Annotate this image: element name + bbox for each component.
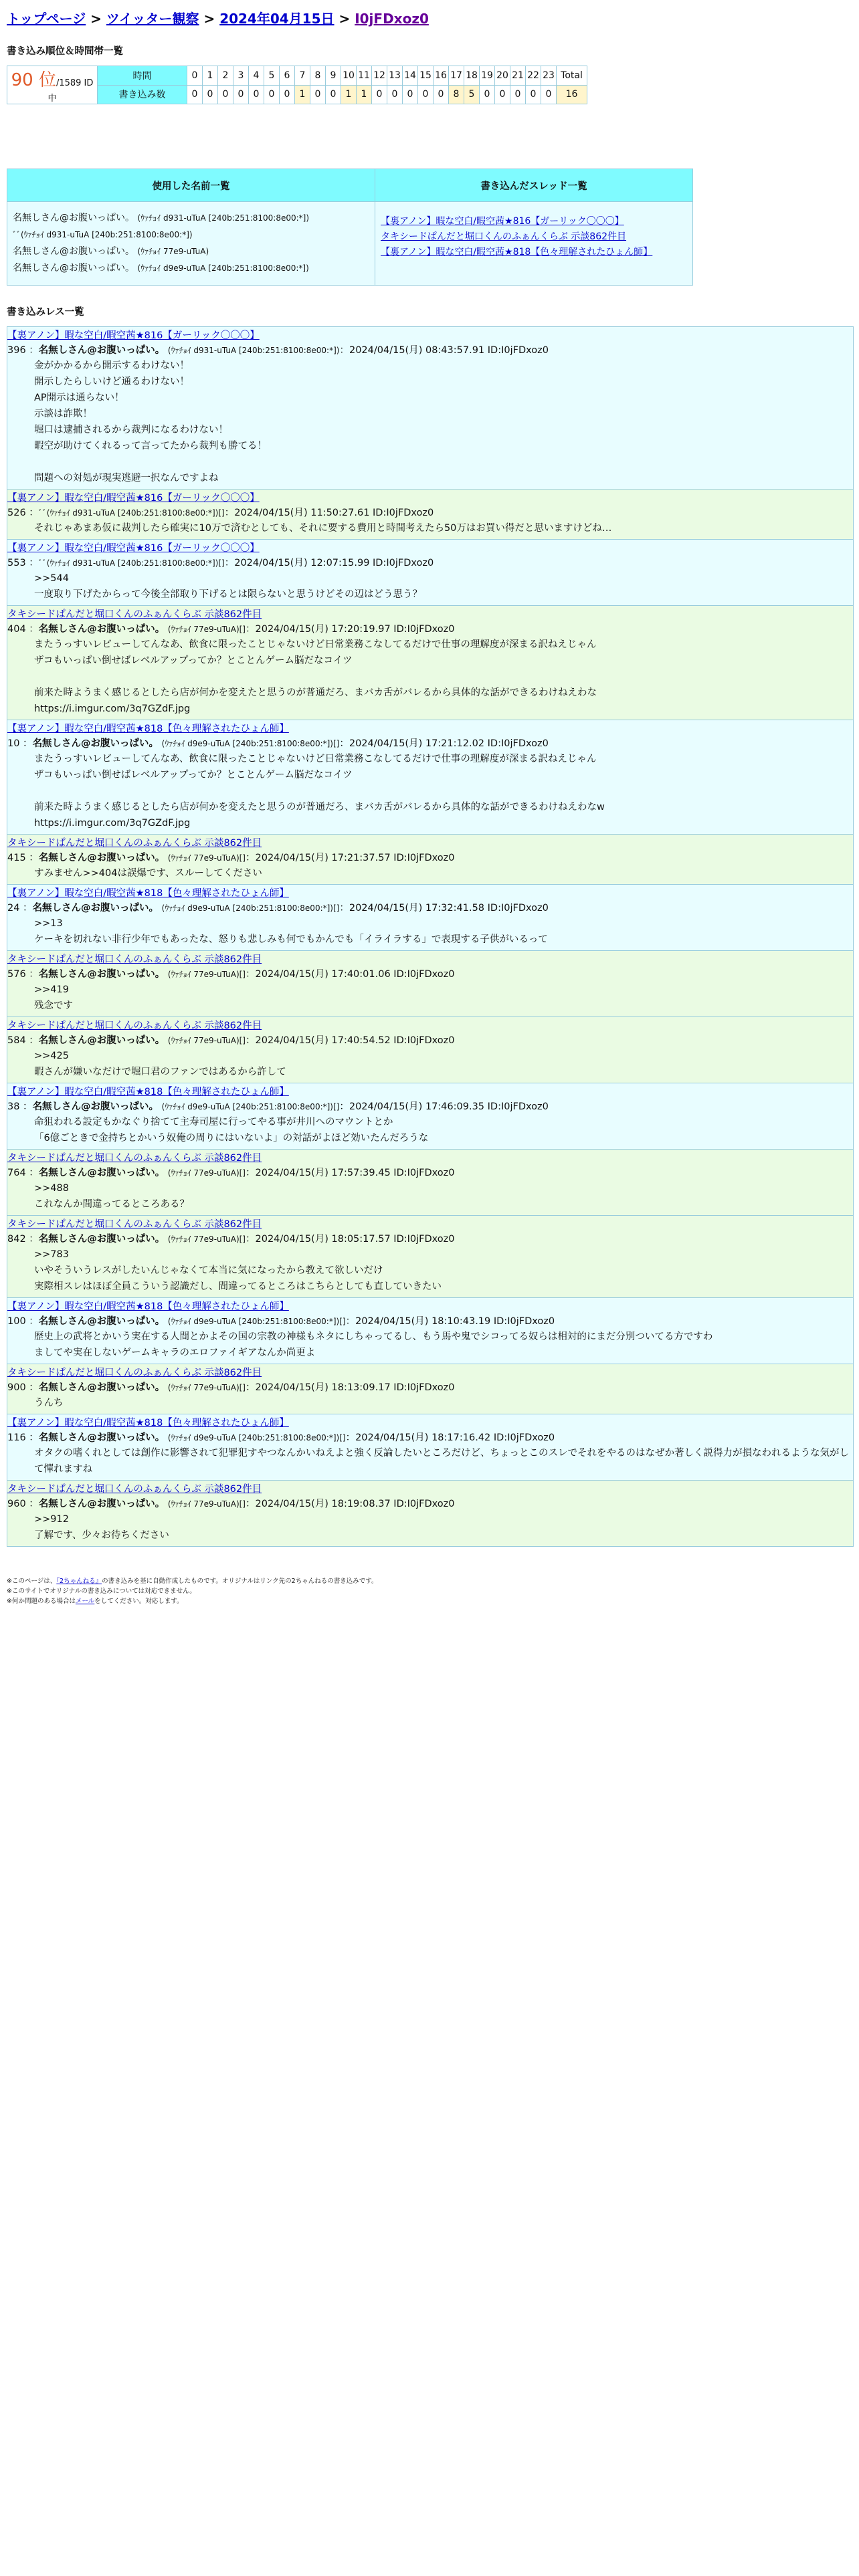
post-thread-link[interactable]: 【裏アノン】暇な空白/暇空茜★816【ガーリック〇〇〇】 xyxy=(7,493,260,504)
post-thread xyxy=(7,722,853,736)
post-header: 415 ：名無しさん@お腹いっぱい。 (ｳｧﾁｮｲ 77e9-uTuA)[]：2024/04/15(月) 17:21:37.57 ID:I0jFDxoz0 xyxy=(7,853,455,863)
footer-line-2: ※このサイトでオリジナルの書き込みについては対応できません。 xyxy=(7,1588,196,1595)
post-meta: ：2024/04/15(月) 11:50:27.61 ID:I0jFDxoz0 xyxy=(224,508,434,518)
hour-count: 0 xyxy=(203,85,218,104)
post-number: 842 xyxy=(7,1234,26,1245)
post-thread xyxy=(7,1416,853,1430)
post-number: 553 xyxy=(7,558,26,568)
post-number: 960 xyxy=(7,1499,26,1509)
post-trip: (ｳｧﾁｮｲ d9e9-uTuA [240b:251:8100:8e00:*])[] xyxy=(167,1433,346,1442)
post xyxy=(7,540,853,606)
hour-count: 1 xyxy=(295,85,310,104)
post-thread-link[interactable]: タキシードぱんだと堀口くんのふぁんくらぶ 示談862件目 xyxy=(7,1368,262,1378)
post-anchor[interactable]: >>912 xyxy=(34,1514,69,1525)
hour-count: 0 xyxy=(403,85,418,104)
post-number: 10 xyxy=(7,738,20,749)
hour-header: 22 xyxy=(526,66,541,86)
post-meta: ：2024/04/15(月) 18:13:09.17 ID:I0jFDxoz0 xyxy=(246,1382,455,1393)
post-thread xyxy=(7,491,853,506)
post-line: これなんか間違ってるところある？ xyxy=(34,1199,189,1210)
post-number: 900 xyxy=(7,1382,26,1393)
post-meta: ：2024/04/15(月) 18:17:16.42 ID:I0jFDxoz0 xyxy=(345,1432,555,1443)
post-body xyxy=(7,916,853,948)
post-body xyxy=(7,1180,853,1212)
hour-count: 0 xyxy=(280,85,295,104)
hour-header: 12 xyxy=(372,66,387,86)
hour-header: 19 xyxy=(480,66,495,86)
post-line: それじゃあまあ仮に裁判したら確実に10万で済むとしても、それに要する費用と時間考えたら50万はお買い得だと思いますけどね… xyxy=(34,523,612,534)
thread-entry xyxy=(381,214,687,229)
hour-count: 0 xyxy=(510,85,526,104)
post-line: 一度取り下げたからって今後全部取り下げるとは限らないと思うけどその辺はどう思う？ xyxy=(34,589,422,600)
poster-name: 名無しさん@お腹いっぱい。 xyxy=(13,246,134,257)
post xyxy=(7,490,853,540)
post-number: 576 xyxy=(7,969,26,980)
post xyxy=(7,885,853,951)
post-body xyxy=(7,1511,853,1543)
post xyxy=(7,1414,853,1481)
hour-count: 0 xyxy=(526,85,541,104)
threads-list xyxy=(375,202,693,286)
post xyxy=(7,1150,853,1216)
rank-heading: 書き込み順位＆時間帯一覧 xyxy=(7,46,123,57)
post-meta: ：2024/04/15(月) 18:05:17.57 ID:I0jFDxoz0 xyxy=(246,1234,455,1245)
names-column-header: 使用した名前一覧 xyxy=(7,169,375,202)
post-thread-link[interactable]: 【裏アノン】暇な空白/暇空茜★816【ガーリック〇〇〇】 xyxy=(7,543,260,554)
post-line xyxy=(34,669,853,685)
post xyxy=(7,1298,853,1364)
hour-count: 1 xyxy=(357,85,372,104)
post-body xyxy=(7,1048,853,1080)
hour-header: 11 xyxy=(357,66,372,86)
count-total: 16 xyxy=(557,85,587,104)
hour-count: 5 xyxy=(464,85,480,104)
hour-header: 0 xyxy=(187,66,203,86)
post xyxy=(7,835,853,885)
hour-count: 0 xyxy=(541,85,557,104)
post-meta: ：2024/04/15(月) 17:21:12.02 ID:I0jFDxoz0 xyxy=(339,738,549,749)
hour-header: 6 xyxy=(280,66,295,86)
post-thread xyxy=(7,1085,853,1099)
post-meta: ：2024/04/15(月) 17:46:09.35 ID:I0jFDxoz0 xyxy=(339,1101,549,1112)
hour-count: 0 xyxy=(326,85,341,104)
post xyxy=(7,951,853,1017)
thread-link[interactable]: タキシードぱんだと堀口くんのふぁんくらぶ 示談862件目 xyxy=(381,231,627,242)
post-thread xyxy=(7,836,853,851)
footer-line-1 xyxy=(7,1576,852,1586)
post-line: 暇空が助けてくれるって言ってたから裁判も勝てる！ xyxy=(34,441,267,451)
footer-mail-link[interactable]: メール xyxy=(75,1598,95,1605)
post-header: 576 ：名無しさん@お腹いっぱい。 (ｳｧﾁｮｲ 77e9-uTuA)[]：2024/04/15(月) 17:40:01.06 ID:I0jFDxoz0 xyxy=(7,969,455,980)
post-number: 526 xyxy=(7,508,26,518)
post-header: 10 ：名無しさん@お腹いっぱい。 (ｳｧﾁｮｲ d9e9-uTuA [240b:251:8100:8e00:*])[]：2024/04/15(月) 17:21:12.02 ID:I0jFDxoz0 xyxy=(7,738,549,749)
post-meta: ：2024/04/15(月) 17:32:41.58 ID:I0jFDxoz0 xyxy=(339,903,549,914)
post-header: 396 ：名無しさん@お腹いっぱい。 (ｳｧﾁｮｲ d931-uTuA [240b:251:8100:8e00:*])：2024/04/15(月) 08:43:57.91 ID:I0jFDxoz0 xyxy=(7,345,549,356)
post-trip: ﾞﾞ(ｳｧﾁｮｲ d931-uTuA [240b:251:8100:8e00:*])[] xyxy=(38,558,225,568)
post-body xyxy=(7,1445,853,1477)
post-line: うんち xyxy=(34,1398,64,1408)
thread-entry xyxy=(381,245,687,260)
post-trip: (ｳｧﾁｮｲ d9e9-uTuA [240b:251:8100:8e00:*])[] xyxy=(161,1102,340,1111)
post-header: 553 ：ﾞﾞ(ｳｧﾁｮｲ d931-uTuA [240b:251:8100:8e00:*])[]：2024/04/15(月) 12:07:15.99 ID:I0jFDxoz0 xyxy=(7,558,434,568)
hour-count: 1 xyxy=(341,85,357,104)
post-url[interactable]: https://i.imgur.com/3q7GZdF.jpg xyxy=(34,704,191,714)
post-body xyxy=(7,751,853,831)
post-body xyxy=(7,358,853,486)
post-line: いやそういうレスがしたいんじゃなくて本当に気になったから教えて欲しいだけ xyxy=(34,1265,383,1276)
post-name: 名無しさん@お腹いっぱい。 xyxy=(32,738,159,749)
post-thread-link[interactable]: タキシードぱんだと堀口くんのふぁんくらぶ 示談862件目 xyxy=(7,1021,262,1031)
post-line: 了解です、少々お待ちください xyxy=(34,1530,169,1541)
post-number: 100 xyxy=(7,1316,26,1327)
hour-total-header: Total xyxy=(557,66,587,86)
post-body xyxy=(7,1395,853,1411)
post-line xyxy=(34,454,853,470)
post-name: 名無しさん@お腹いっぱい。 xyxy=(38,624,165,635)
post-thread xyxy=(7,607,853,622)
post-name: 名無しさん@お腹いっぱい。 xyxy=(38,853,165,863)
hour-header: 13 xyxy=(387,66,403,86)
hour-header: 7 xyxy=(295,66,310,86)
name-entry xyxy=(13,227,369,243)
post-anchor[interactable]: >>425 xyxy=(34,1051,69,1061)
hour-header: 16 xyxy=(434,66,449,86)
post-meta: ：2024/04/15(月) 17:40:54.52 ID:I0jFDxoz0 xyxy=(246,1035,455,1046)
footer-text: の書き込みを基に自動作成したものです。オリジナルはリンク先の2ちゃんねるの書き込みです。 xyxy=(102,1578,378,1585)
footer-notes xyxy=(7,1576,852,1606)
breadcrumb-id-link[interactable]: I0jFDxoz0 xyxy=(355,11,429,27)
post-trip: (ｳｧﾁｮｲ 77e9-uTuA)[] xyxy=(167,853,246,863)
post-number: 116 xyxy=(7,1432,26,1443)
post-number: 415 xyxy=(7,853,26,863)
post-line: オタクの嗜くれとしては創作に影響されて犯罪犯すやつなんかいねえよと強く反論したいところだけど、ちょっとこのスレでそれをやるのはなぜか著しく説得力が損なわれるような気がして憚れますね xyxy=(34,1448,849,1475)
post-line: 示談は詐欺！ xyxy=(34,409,92,419)
post-thread-link[interactable]: 【裏アノン】暇な空白/暇空茜★818【色々理解されたひょん師】 xyxy=(7,1301,289,1312)
rank-value: 90 位 xyxy=(11,70,56,90)
post-line: 前来た時ようまく感じるとしたら店が何かを変えたと思うのが普通だろ、まバカ舌がバレるから具体的な話ができるわけねえわな xyxy=(34,687,597,698)
name-entry xyxy=(13,243,369,260)
poster-name: 名無しさん@お腹いっぱい。 xyxy=(13,213,134,223)
breadcrumb-separator: > xyxy=(199,11,220,27)
hour-header: 5 xyxy=(264,66,280,86)
post-thread xyxy=(7,952,853,967)
breadcrumb-twitter-link[interactable]: ツイッター観察 xyxy=(106,11,199,27)
post-thread-link[interactable]: タキシードぱんだと堀口くんのふぁんくらぶ 示談862件目 xyxy=(7,609,262,620)
poster-trip: (ｳｧﾁｮｲ 77e9-uTuA) xyxy=(137,247,209,256)
post-trip: (ｳｧﾁｮｲ 77e9-uTuA)[] xyxy=(167,1235,246,1244)
footer-line-3 xyxy=(7,1596,852,1606)
post-header: 584 ：名無しさん@お腹いっぱい。 (ｳｧﾁｮｲ 77e9-uTuA)[]：2024/04/15(月) 17:40:54.52 ID:I0jFDxoz0 xyxy=(7,1035,455,1046)
post-anchor[interactable]: >>544 xyxy=(34,573,69,584)
hour-count: 0 xyxy=(434,85,449,104)
post-anchor[interactable]: >>419 xyxy=(34,984,69,995)
post-name: 名無しさん@お腹いっぱい。 xyxy=(32,903,159,914)
hour-count: 0 xyxy=(233,85,249,104)
rank-total: /1589 ID中 xyxy=(47,78,94,104)
hour-header: 17 xyxy=(449,66,464,86)
post xyxy=(7,720,853,835)
hour-header: 3 xyxy=(233,66,249,86)
hour-header: 14 xyxy=(403,66,418,86)
post-header: 116 ：名無しさん@お腹いっぱい。 (ｳｧﾁｮｲ d9e9-uTuA [240b:251:8100:8e00:*])[]：2024/04/15(月) 18:17:16.42 ID:I0jFDxoz0 xyxy=(7,1432,555,1443)
post xyxy=(7,1481,853,1546)
hour-count: 0 xyxy=(310,85,326,104)
post-thread-link[interactable]: タキシードぱんだと堀口くんのふぁんくらぶ 示談862件目 xyxy=(7,1219,262,1230)
hour-header: 1 xyxy=(203,66,218,86)
hour-header: 2 xyxy=(218,66,233,86)
post-body xyxy=(7,570,853,603)
post-thread xyxy=(7,541,853,556)
post xyxy=(7,606,853,720)
hour-count: 0 xyxy=(218,85,233,104)
name-entry xyxy=(13,260,369,277)
post-number: 38 xyxy=(7,1101,20,1112)
footer-2ch-link[interactable]: 『2ちゃんねる』 xyxy=(56,1578,102,1585)
footer-text: をしてください。対応します。 xyxy=(94,1598,183,1605)
breadcrumb-separator: > xyxy=(86,11,106,27)
post-line xyxy=(34,783,853,799)
post-name: 名無しさん@お腹いっぱい。 xyxy=(38,1499,165,1509)
post-header: 900 ：名無しさん@お腹いっぱい。 (ｳｧﾁｮｲ 77e9-uTuA)[]：2024/04/15(月) 18:13:09.17 ID:I0jFDxoz0 xyxy=(7,1382,455,1393)
post-trip: (ｳｧﾁｮｲ 77e9-uTuA)[] xyxy=(167,1036,246,1045)
post-name: 名無しさん@お腹いっぱい。 xyxy=(38,1035,165,1046)
count-row-label: 書き込み数 xyxy=(98,85,187,104)
post-trip: (ｳｧﾁｮｲ d9e9-uTuA [240b:251:8100:8e00:*])[] xyxy=(161,903,340,913)
post-line: 歴史上の武将とかいう実在する人間とかよその国の宗教の神様もネタにしちゃってるし、もう馬や鬼でシコってる奴らは相対的にまだ分別ついてる方ですわ xyxy=(34,1331,713,1342)
post-name: 名無しさん@お腹いっぱい。 xyxy=(32,1101,159,1112)
breadcrumb-top-link[interactable]: トップページ xyxy=(7,11,86,27)
post-thread xyxy=(7,1366,853,1380)
poster-name: 名無しさん@お腹いっぱい。 xyxy=(13,263,134,274)
post xyxy=(7,1083,853,1150)
post-thread-link[interactable]: 【裏アノン】暇な空白/暇空茜★818【色々理解されたひょん師】 xyxy=(7,1418,289,1428)
post-meta: ：2024/04/15(月) 18:10:43.19 ID:I0jFDxoz0 xyxy=(345,1316,555,1327)
post-thread-link[interactable]: 【裏アノン】暇な空白/暇空茜★818【色々理解されたひょん師】 xyxy=(7,1087,289,1097)
posts-list xyxy=(7,326,854,1547)
footer-text: ※このページは、 xyxy=(7,1578,57,1585)
post-anchor[interactable]: >>783 xyxy=(34,1249,69,1260)
thread-link[interactable]: 【裏アノン】暇な空白/暇空茜★816【ガーリック〇〇〇】 xyxy=(381,216,624,227)
post-url[interactable]: https://i.imgur.com/3q7GZdF.jpg xyxy=(34,818,191,829)
post-thread-link[interactable]: 【裏アノン】暇な空白/暇空茜★818【色々理解されたひょん師】 xyxy=(7,724,289,734)
names-list xyxy=(7,202,375,286)
post-thread-link[interactable]: タキシードぱんだと堀口くんのふぁんくらぶ 示談862件目 xyxy=(7,838,262,849)
post-trip: (ｳｧﾁｮｲ d931-uTuA [240b:251:8100:8e00:*]) xyxy=(167,346,340,355)
post-trip: (ｳｧﾁｮｲ d9e9-uTuA [240b:251:8100:8e00:*])[] xyxy=(167,1317,346,1326)
post-body xyxy=(7,1247,853,1295)
post xyxy=(7,1364,853,1414)
post-meta: ：2024/04/15(月) 17:21:37.57 ID:I0jFDxoz0 xyxy=(246,853,455,863)
poster-trip: (ｳｧﾁｮｲ d931-uTuA [240b:251:8100:8e00:*]) xyxy=(137,213,310,223)
post-name: 名無しさん@お腹いっぱい。 xyxy=(38,1316,165,1327)
thread-link[interactable]: 【裏アノン】暇な空白/暇空茜★818【色々理解されたひょん師】 xyxy=(381,247,653,257)
rank-cell xyxy=(7,66,98,104)
post-anchor[interactable]: >>13 xyxy=(34,918,63,929)
breadcrumb-separator: > xyxy=(334,11,355,27)
post-number: 396 xyxy=(7,345,26,356)
post-line: またうっすいレビューしてんなあ、飲食に限ったことじゃないけど日常業務こなしてるだけで仕事の理解度が深まる訳ねえじゃん xyxy=(34,754,597,764)
posts-heading: 書き込みレス一覧 xyxy=(7,307,84,318)
post-number: 584 xyxy=(7,1035,26,1046)
post-thread-link[interactable]: タキシードぱんだと堀口くんのふぁんくらぶ 示談862件目 xyxy=(7,1484,262,1495)
post-header: 100 ：名無しさん@お腹いっぱい。 (ｳｧﾁｮｲ d9e9-uTuA [240b:251:8100:8e00:*])[]：2024/04/15(月) 18:10:43.19 ID:I0jFDxoz0 xyxy=(7,1316,555,1327)
post-body xyxy=(7,520,853,536)
post-body xyxy=(7,637,853,717)
post-line: ましてや実在しないゲームキャラのエロファイギアなんか尚更よ xyxy=(34,1348,316,1358)
hour-count: 0 xyxy=(480,85,495,104)
hour-count: 8 xyxy=(449,85,464,104)
name-entry xyxy=(13,210,369,227)
hour-count: 0 xyxy=(418,85,434,104)
hour-count: 0 xyxy=(387,85,403,104)
hour-count: 0 xyxy=(495,85,510,104)
post-meta: ：2024/04/15(月) 17:20:19.97 ID:I0jFDxoz0 xyxy=(246,624,455,635)
post-thread-link[interactable]: 【裏アノン】暇な空白/暇空茜★816【ガーリック〇〇〇】 xyxy=(7,330,260,341)
post-body xyxy=(7,1329,853,1361)
post-name: 名無しさん@お腹いっぱい。 xyxy=(38,1382,165,1393)
post-line: またうっすいレビューしてんなあ、飲食に限ったことじゃないけど日常業務こなしてるだけで仕事の理解度が深まる訳ねえじゃん xyxy=(34,639,597,650)
hour-header: 20 xyxy=(495,66,510,86)
post-thread-link[interactable]: タキシードぱんだと堀口くんのふぁんくらぶ 示談862件目 xyxy=(7,1153,262,1164)
post-thread-link[interactable]: 【裏アノン】暇な空白/暇空茜★818【色々理解されたひょん師】 xyxy=(7,888,289,899)
hour-header: 4 xyxy=(249,66,264,86)
post-thread xyxy=(7,1217,853,1232)
post-header: 764 ：名無しさん@お腹いっぱい。 (ｳｧﾁｮｲ 77e9-uTuA)[]：2024/04/15(月) 17:57:39.45 ID:I0jFDxoz0 xyxy=(7,1168,455,1178)
footer-text: ※何か問題のある場合は xyxy=(7,1598,76,1605)
post-line: 開示したらしいけど通るわけない！ xyxy=(34,377,189,387)
post-name: 名無しさん@お腹いっぱい。 xyxy=(38,1168,165,1178)
poster-trip: ﾞﾞ(ｳｧﾁｮｲ d931-uTuA [240b:251:8100:8e00:*]) xyxy=(13,230,193,239)
post-trip: (ｳｧﾁｮｲ 77e9-uTuA)[] xyxy=(167,970,246,979)
post-header: 960 ：名無しさん@お腹いっぱい。 (ｳｧﾁｮｲ 77e9-uTuA)[]：2024/04/15(月) 18:19:08.37 ID:I0jFDxoz0 xyxy=(7,1499,455,1509)
post-meta: ：2024/04/15(月) 12:07:15.99 ID:I0jFDxoz0 xyxy=(224,558,434,568)
post-thread xyxy=(7,1151,853,1166)
post-trip: (ｳｧﾁｮｲ d9e9-uTuA [240b:251:8100:8e00:*])[] xyxy=(161,739,340,748)
post-trip: (ｳｧﾁｮｲ 77e9-uTuA)[] xyxy=(167,625,246,634)
names-threads-table xyxy=(7,169,693,286)
post-number: 404 xyxy=(7,624,26,635)
post xyxy=(7,327,853,490)
poster-trip: (ｳｧﾁｮｲ d9e9-uTuA [240b:251:8100:8e00:*]) xyxy=(137,263,309,273)
post-thread-link[interactable]: タキシードぱんだと堀口くんのふぁんくらぶ 示談862件目 xyxy=(7,954,262,965)
post-header: 38 ：名無しさん@お腹いっぱい。 (ｳｧﾁｮｲ d9e9-uTuA [240b:251:8100:8e00:*])[]：2024/04/15(月) 17:46:09.35 ID:I0jFDxoz0 xyxy=(7,1101,549,1112)
post-meta: ：2024/04/15(月) 18:19:08.37 ID:I0jFDxoz0 xyxy=(246,1499,455,1509)
hour-header: 15 xyxy=(418,66,434,86)
post-line: 問題への対処が現実逃避一択なんですよね xyxy=(34,473,219,484)
post-meta: ：2024/04/15(月) 17:40:01.06 ID:I0jFDxoz0 xyxy=(246,969,455,980)
post-anchor[interactable]: >>488 xyxy=(34,1183,69,1194)
post-body xyxy=(7,982,853,1014)
thread-entry xyxy=(381,229,687,245)
post-line: 前来た時ようまく感じるとしたら店が何かを変えたと思うのが普通だろ、まバカ舌がバレるから具体的な話ができるわけねえわなw xyxy=(34,802,605,813)
post-line: 「6億ごときで金持ちとかいう奴俺の周りにはいないよ」の対話がよほど効いたんだろうな xyxy=(34,1133,429,1144)
post-trip: (ｳｧﾁｮｲ 77e9-uTuA)[] xyxy=(167,1168,246,1178)
hour-header: 23 xyxy=(541,66,557,86)
post-line: 金がかかるから開示するわけない！ xyxy=(34,360,189,371)
hour-count: 0 xyxy=(372,85,387,104)
hour-count: 0 xyxy=(264,85,280,104)
post-line: ザコもいっぱい倒せばレベルアップってか？とことんゲーム脳だなコイツ xyxy=(34,770,353,780)
rank-table xyxy=(7,66,587,104)
threads-column-header: 書き込んだスレッド一覧 xyxy=(375,169,693,202)
post-name: 名無しさん@お腹いっぱい。 xyxy=(38,345,165,356)
post-line: 堀口は逮捕されるから裁判になるわけない！ xyxy=(34,425,228,435)
post-header: 842 ：名無しさん@お腹いっぱい。 (ｳｧﾁｮｲ 77e9-uTuA)[]：2024/04/15(月) 18:05:17.57 ID:I0jFDxoz0 xyxy=(7,1234,455,1245)
hour-header: 21 xyxy=(510,66,526,86)
post-thread xyxy=(7,1299,853,1314)
post xyxy=(7,1216,853,1298)
post-line: 暇さんが嫌いなだけで堀口君のファンではあるから許して xyxy=(34,1067,286,1077)
post-line: 命狙われる設定もかなぐり捨てて主寿司屋に行ってやる事が井川へのマウントとか xyxy=(34,1117,393,1128)
post-meta: ：2024/04/15(月) 08:43:57.91 ID:I0jFDxoz0 xyxy=(339,345,549,356)
post-number: 764 xyxy=(7,1168,26,1178)
post-header: 526 ：ﾞﾞ(ｳｧﾁｮｲ d931-uTuA [240b:251:8100:8e00:*])[]：2024/04/15(月) 11:50:27.61 ID:I0jFDxoz0 xyxy=(7,508,434,518)
post-name: 名無しさん@お腹いっぱい。 xyxy=(38,969,165,980)
breadcrumb xyxy=(7,8,852,27)
post-thread xyxy=(7,1018,853,1033)
breadcrumb-date-link[interactable]: 2024年04月15日 xyxy=(219,11,335,27)
post-line: ケーキを切れない非行少年でもあったな、怒りも悲しみも何でもかんでも「イライラする」で表現する子供がいるって xyxy=(34,934,548,945)
post-trip: (ｳｧﾁｮｲ 77e9-uTuA)[] xyxy=(167,1383,246,1392)
post-line: すみません>>404は誤爆です、スルーしてください xyxy=(34,868,262,879)
post-header: 404 ：名無しさん@お腹いっぱい。 (ｳｧﾁｮｲ 77e9-uTuA)[]：2024/04/15(月) 17:20:19.97 ID:I0jFDxoz0 xyxy=(7,624,455,635)
hour-count: 0 xyxy=(249,85,264,104)
hour-header: 8 xyxy=(310,66,326,86)
post-meta: ：2024/04/15(月) 17:57:39.45 ID:I0jFDxoz0 xyxy=(246,1168,455,1178)
hour-header: 9 xyxy=(326,66,341,86)
post-header: 24 ：名無しさん@お腹いっぱい。 (ｳｧﾁｮｲ d9e9-uTuA [240b:251:8100:8e00:*])[]：2024/04/15(月) 17:32:41.58 ID:I0jFDxoz0 xyxy=(7,903,549,914)
post-trip: ﾞﾞ(ｳｧﾁｮｲ d931-uTuA [240b:251:8100:8e00:*])[] xyxy=(38,508,225,518)
post-thread xyxy=(7,328,853,343)
post-line: 実際相スレはほぼ全員こういう認識だし、間違ってるところはこちらとしても直していきたい xyxy=(34,1281,442,1292)
post-line: 残念です xyxy=(34,1000,73,1011)
post-line: AP開示は通らない！ xyxy=(34,393,124,403)
post-line: ザコもいっぱい倒せばレベルアップってか？とことんゲーム脳だなコイツ xyxy=(34,655,353,666)
post xyxy=(7,1017,853,1083)
hour-header: 10 xyxy=(341,66,357,86)
post-thread xyxy=(7,886,853,901)
post-number: 24 xyxy=(7,903,20,914)
hour-count: 0 xyxy=(187,85,203,104)
post-thread xyxy=(7,1482,853,1497)
post-name: 名無しさん@お腹いっぱい。 xyxy=(38,1432,165,1443)
hour-row-label: 時間 xyxy=(98,66,187,86)
post-name: 名無しさん@お腹いっぱい。 xyxy=(38,1234,165,1245)
post-trip: (ｳｧﾁｮｲ 77e9-uTuA)[] xyxy=(167,1499,246,1509)
post-body xyxy=(7,865,853,881)
post-body xyxy=(7,1114,853,1146)
hour-header: 18 xyxy=(464,66,480,86)
